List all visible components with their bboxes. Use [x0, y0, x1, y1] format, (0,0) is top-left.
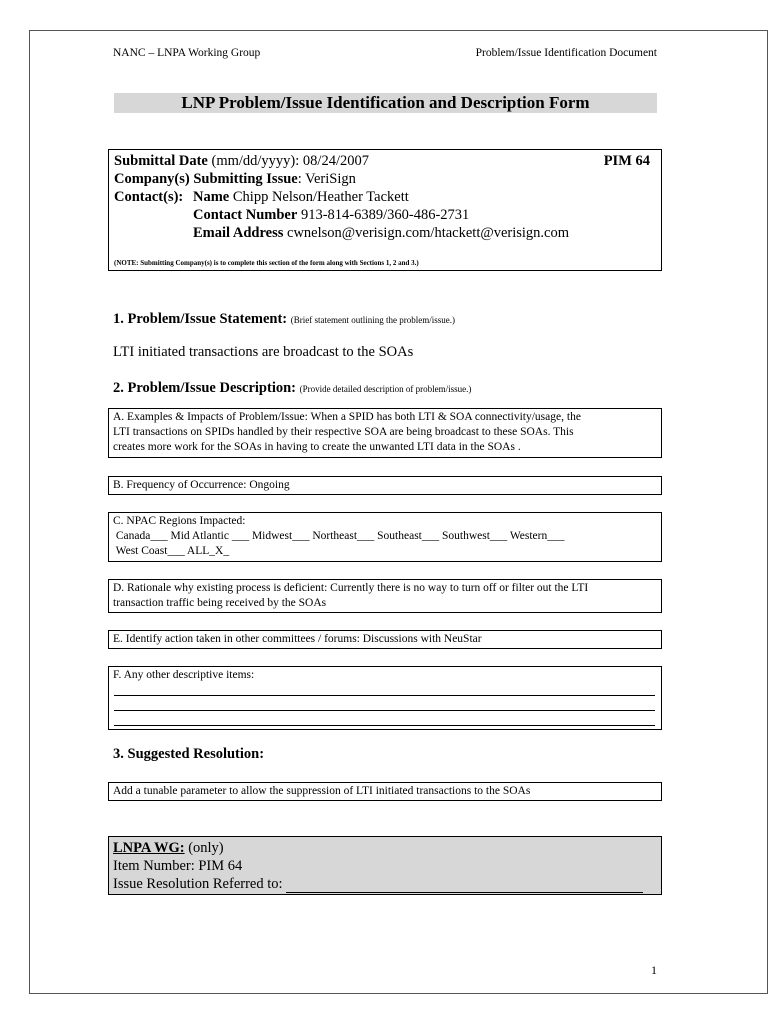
section3-heading: 3. Suggested Resolution: [113, 746, 265, 762]
section2-box-b [108, 476, 662, 495]
section2-d-line1: D. Rationale why existing process is deficient: Currently there is no way to turn off or filter out the LTI [113, 582, 589, 594]
section3-text: Add a tunable parameter to allow the suppression of LTI initiated transactions to the SOAs [113, 785, 531, 797]
header-left: NANC – LNPA Working Group [113, 47, 261, 59]
contact-name-value: Chipp Nelson/Heather Tackett [232, 189, 409, 205]
lnpa-label-line [113, 839, 657, 857]
page-number: 1 [651, 963, 657, 977]
section2-hint: (Provide detailed description of problem/issue.) [299, 384, 472, 394]
section2-e-text: E. Identify action taken in other committees / forums: Discussions with NeuStar [113, 633, 482, 645]
lnpa-item-number: Item Number: PIM 64 [113, 858, 243, 874]
f-blank-line-1 [114, 695, 655, 696]
submittal-date-label: Submittal Date [114, 153, 208, 169]
contacts-label: Contact(s): [114, 189, 184, 205]
contact-number-line [193, 206, 469, 224]
section2-c-line3: West Coast___ ALL_X_ [113, 545, 230, 557]
section2-box-e [108, 630, 662, 649]
section2-d-line2: transaction traffic being received by the SOAs [113, 597, 327, 609]
section1-heading [113, 311, 455, 328]
company-line [114, 170, 356, 188]
contact-number-value: 913-814-6389/360-486-2731 [300, 207, 470, 223]
section2-box-a [108, 408, 662, 458]
section2-a-line3: creates more work for the SOAs in having to create the unwanted LTI data in the SOAs . [113, 441, 521, 453]
f-blank-line-2 [114, 710, 655, 711]
company-label: Company(s) Submitting Issue [114, 171, 298, 187]
pim-number: PIM 64 [603, 153, 650, 169]
section2-box-d [108, 579, 662, 613]
lnpa-referred-blank [286, 879, 643, 893]
header-right: Problem/Issue Identification Document [475, 47, 657, 59]
email-label: Email Address [193, 225, 284, 241]
email-value: cwnelson@verisign.com/htackett@verisign.com [287, 225, 570, 241]
lnpa-referred-line [113, 875, 657, 893]
contact-name-line [193, 188, 409, 206]
submittal-date-line [114, 152, 369, 170]
form-title: LNP Problem/Issue Identification and Description Form [114, 93, 657, 113]
section2-f-text: F. Any other descriptive items: [113, 669, 255, 681]
section1-hint: (Brief statement outlining the problem/issue.) [290, 315, 455, 325]
section1-title: 1. Problem/Issue Statement: [113, 311, 288, 327]
section2-box-c [108, 512, 662, 562]
submittal-note: (NOTE: Submitting Company(s) is to complete this section of the form along with Sections 1, 2 and 3.) [114, 259, 419, 267]
section2-a-line2: LTI transactions on SPIDs handled by their respective SOA are being broadcast to these SOAs. This [113, 426, 574, 438]
section2-heading [113, 380, 471, 397]
submittal-box [108, 149, 662, 271]
contacts-line [114, 188, 183, 206]
section3-box [108, 782, 662, 801]
lnpa-referred-label: Issue Resolution Referred to: [113, 876, 287, 892]
section1-statement: LTI initiated transactions are broadcast to the SOAs [113, 344, 414, 360]
section2-title: 2. Problem/Issue Description: [113, 380, 296, 396]
lnpa-label: LNPA WG: [113, 840, 185, 856]
submittal-date-value: 08/24/2007 [302, 153, 369, 169]
contact-name-label: Name [193, 189, 230, 205]
f-blank-line-3 [114, 725, 655, 726]
submittal-date-format: (mm/dd/yyyy): [211, 153, 300, 169]
email-line [193, 224, 569, 242]
section2-c-line1: C. NPAC Regions Impacted: [113, 515, 246, 527]
section2-box-f [108, 666, 662, 730]
lnpa-label-suffix: (only) [184, 840, 224, 856]
section2-c-line2: Canada___ Mid Atlantic ___ Midwest___ Northeast___ Southeast___ Southwest___ Western___ [113, 530, 565, 542]
company-value: : VeriSign [297, 171, 356, 187]
section2-a-line1: A. Examples & Impacts of Problem/Issue: When a SPID has both LTI & SOA connectivity/usage, the [113, 411, 581, 423]
lnpa-box [108, 836, 662, 895]
contact-number-label: Contact Number [193, 207, 298, 223]
section2-b-text: B. Frequency of Occurrence: Ongoing [113, 479, 290, 491]
